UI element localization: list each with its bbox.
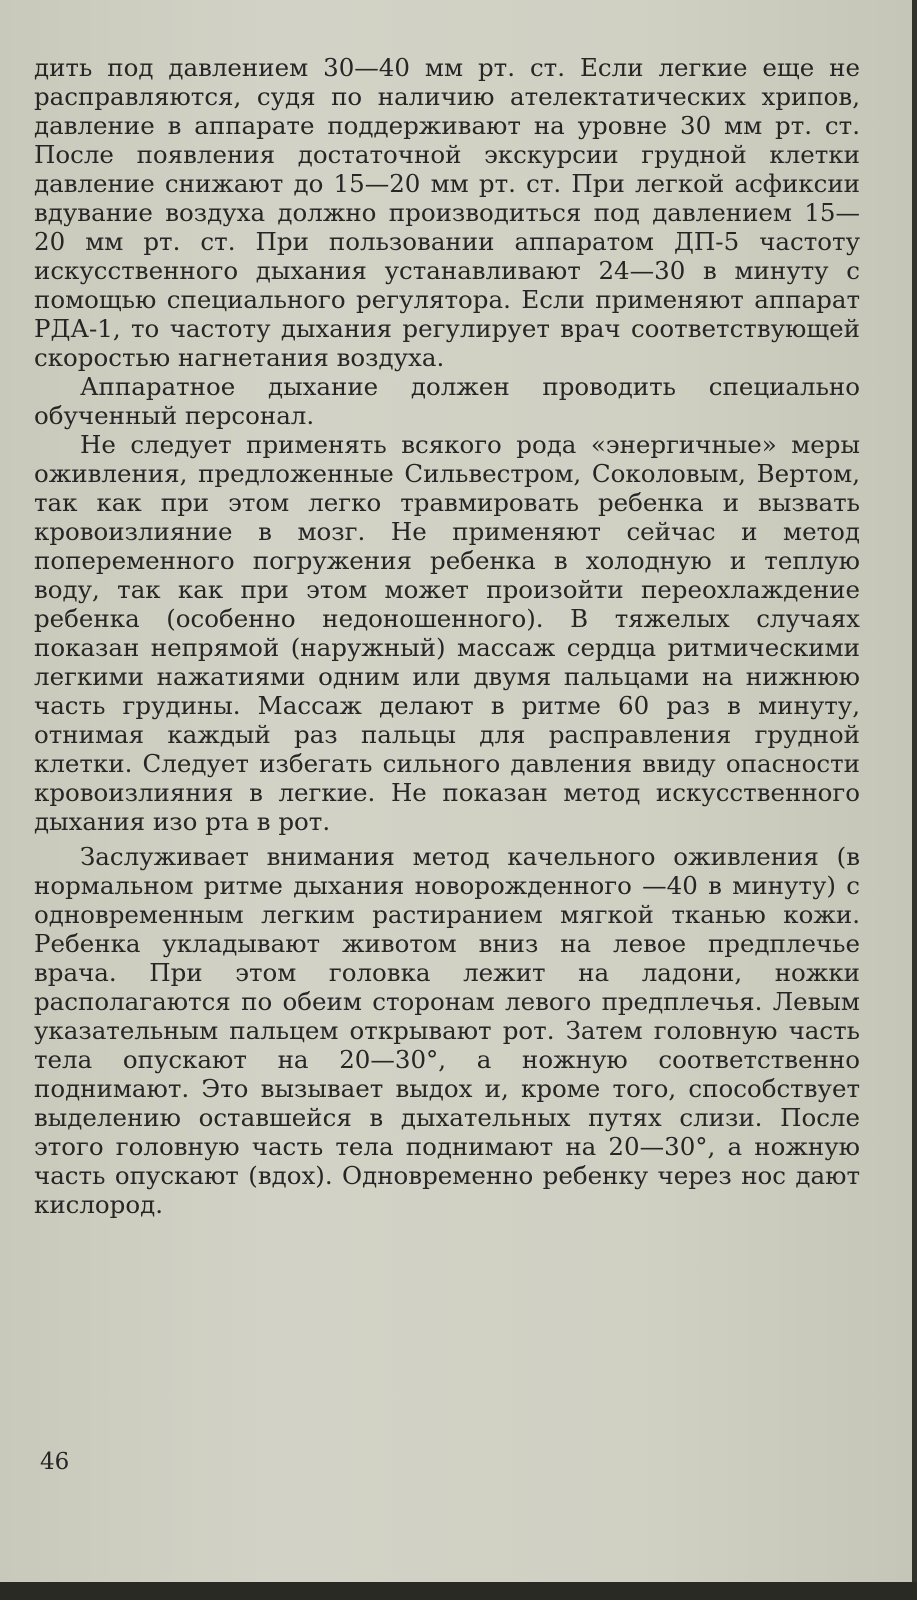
body-text (34, 53, 860, 1219)
paragraph-2: Аппаратное дыхание должен проводить специально обученный персонал. (34, 372, 860, 430)
paragraph-4: Заслуживает внимания метод качельного оживления (в нормальном ритме дыхания новорожденного —40 в минуту) с одновременным легким растиранием мягкой тканью кожи. Ребенка укладывают животом вниз на левое предплечье врача. При этом головка лежит на ладони, ножки располагаются по обеим сторонам левого предплечья. Левым указательным пальцем открывают рот. Затем головную часть тела опускают на 20—30°, а ножную соответственно поднимают. Это вызывает выдох и, кроме того, способствует выделению оставшейся в дыхательных путях слизи. После этого головную часть тела поднимают на 20—30°, а ножную часть опускают (вдох). Одновременно ребенку через нос дают кислород. (34, 842, 860, 1219)
page-number: 46 (40, 1449, 70, 1475)
paragraph-1: дить под давлением 30—40 мм рт. ст. Если легкие еще не расправляются, судя по наличию ателектатических хрипов, давление в аппарате поддерживают на уровне 30 мм рт. ст. После появления достаточной экскурсии грудной клетки давление снижают до 15—20 мм рт. ст. При легкой асфиксии вдувание воздуха должно производиться под давлением 15—20 мм рт. ст. При пользовании аппаратом ДП-5 частоту искусственного дыхания устанавливают 24—30 в минуту с помощью специального регулятора. Если применяют аппарат РДА-1, то частоту дыхания регулирует врач соответствующей скоростью нагнетания воздуха. (34, 53, 860, 372)
scan-bottom-border (0, 1582, 917, 1600)
page-edge-shadow (912, 0, 917, 1600)
paragraph-3: Не следует применять всякого рода «энергичные» меры оживления, предложенные Сильвестром, Соколовым, Вертом, так как при этом легко травмировать ребенка и вызвать кровоизлияние в мозг. Не применяют сейчас и метод попеременного погружения ребенка в холодную и теплую воду, так как при этом может произойти переохлаждение ребенка (особенно недоношенного). В тяжелых случаях показан непрямой (наружный) массаж сердца ритмическими легкими нажатиями одним или двумя пальцами на нижнюю часть грудины. Массаж делают в ритме 60 раз в минуту, отнимая каждый раз пальцы для расправления грудной клетки. Следует избегать сильного давления ввиду опасности кровоизлияния в легкие. Не показан метод искусственного дыхания изо рта в рот. (34, 430, 860, 836)
